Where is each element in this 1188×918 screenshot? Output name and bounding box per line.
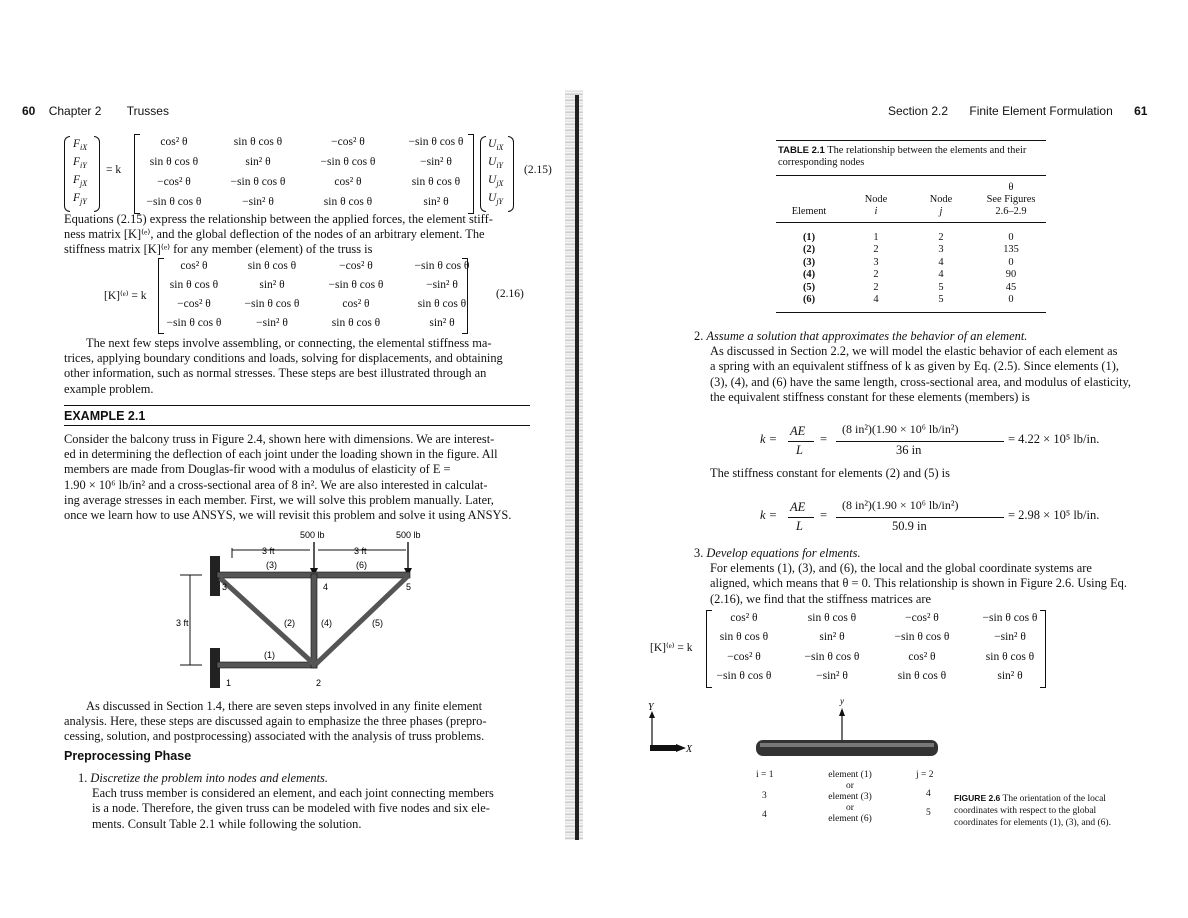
table-cell: 4 — [938, 256, 944, 268]
node-label-2: 2 — [316, 678, 322, 688]
load-label-1: 500 lb — [300, 530, 325, 540]
matrix-cell: −sin² θ — [426, 278, 458, 291]
matrix-cell: −sin θ cos θ — [716, 670, 772, 683]
step3-line1: For elements (1), (3), and (6), the local and the global coordinate systems are — [710, 561, 1092, 576]
table-header-j: j — [939, 206, 943, 217]
step1-title: Discretize the problem into nodes and elements. — [90, 771, 328, 785]
matrix-cell: −sin² θ — [256, 316, 288, 329]
example-line5: ing average stresses in each member. First, we will solve this problem manually. Later, — [64, 492, 494, 507]
table-header-node-j: Node — [929, 194, 953, 205]
table-caption-2: corresponding nodes — [778, 157, 865, 168]
step3-line2: aligned, which means that θ = 0. This relationship is shown in Figure 2.6. Using Eq. — [710, 576, 1127, 591]
para2-line3: other information, such as normal stresses. These steps are best illustrated through an — [64, 366, 487, 381]
table-header-element: Element — [791, 206, 827, 217]
stiffness-equation-2: k = AE L = (8 in²)(1.90 × 10⁶ lb/in²) 50.9 in = 2.98 × 10⁵ lb/in. — [760, 498, 1100, 533]
table-header-figs: 2.6–2.9 — [995, 206, 1027, 217]
matrix-cell: cos² θ — [730, 611, 758, 624]
matrix-cell: sin θ cos θ — [417, 297, 467, 310]
table-header-see-figures: See Figures — [986, 194, 1036, 205]
table-cell: (1) — [802, 232, 816, 243]
table-cell: 90 — [1005, 269, 1017, 281]
right-page-number: 61 — [1134, 104, 1148, 118]
load-label-2: 500 lb — [396, 530, 421, 540]
left-chapter: Chapter 2 — [48, 104, 102, 118]
table-cell: 135 — [1003, 244, 1019, 256]
step3-number: 3. — [694, 546, 704, 560]
fig26-i-label: i = 1 — [756, 770, 774, 780]
table-cell: 0 — [1008, 256, 1014, 268]
step1-line2: is a node. Therefore, the given truss can be modeled with five nodes and six ele- — [92, 801, 490, 816]
dim-label-2: 3 ft — [354, 546, 367, 556]
matrix-cell: sin θ cos θ — [323, 196, 373, 208]
example-line2: ed in determining the deflection of each joint under the loading shown in the figure. All — [64, 447, 498, 462]
step1-number: 1. — [78, 771, 88, 785]
step3-line3: (2.16), we find that the stiffness matrices are — [710, 591, 932, 606]
stiffness-matrix-equation: [K]⁽ᵉ⁾ = k cos² θ sin θ cos θ −cos² θ −sin θ cos θ sin θ cos θ sin² θ −sin θ cos θ −sin² θ −cos² θ −sin θ cos θ cos² θ sin θ cos θ −sin θ cos θ −sin² θ sin θ cos θ sin² θ — [650, 610, 1050, 688]
matrix-cell: cos² θ — [180, 259, 208, 272]
book-spine — [575, 95, 579, 840]
table-header-node-i: Node — [864, 194, 888, 205]
example-line3: members are made from Douglas-fir wood with a modulus of elasticity of E = — [64, 462, 451, 477]
table-cell: 0 — [1008, 232, 1014, 243]
matrix-cell: −sin θ cos θ — [414, 259, 470, 272]
table-cell: (4) — [802, 269, 816, 281]
table-cell: 4 — [873, 294, 879, 305]
table-cell: 2 — [873, 281, 879, 293]
fig26-element-6: element (6) — [828, 814, 872, 824]
matrix-cell: sin² θ — [819, 631, 845, 644]
step2-title: Assume a solution that approximates the behavior of an element. — [706, 329, 1028, 343]
matrix-cell: −cos² θ — [177, 297, 211, 310]
matrix-cell: sin θ cos θ — [807, 611, 857, 624]
matrix-cell: sin θ cos θ — [411, 176, 461, 188]
table-cell: 4 — [938, 269, 944, 281]
phase-heading: Preprocessing Phase — [64, 749, 192, 763]
element-label-6: (6) — [356, 560, 367, 570]
matrix-cell: sin² θ — [259, 278, 285, 291]
element-label-3: (3) — [266, 560, 277, 570]
para2-line4: example problem. — [64, 381, 154, 396]
dim-label-1: 3 ft — [262, 546, 275, 556]
matrix-cell: −cos² θ — [905, 611, 939, 624]
matrix-cell: −sin² θ — [420, 156, 452, 168]
equation-2-16: [K]⁽ᵉ⁾ = k cos² θ sin θ cos θ −cos² θ −sin θ cos θ sin θ cos θ sin² θ −sin θ cos θ −sin² θ −cos² θ −sin θ cos θ cos² θ sin θ cos θ −sin θ cos θ −sin² θ sin θ cos θ sin² θ (2.16) — [104, 258, 534, 334]
node-label-3: 3 — [222, 582, 228, 592]
step2-line3: (3), (4), and (6) have the same length, cross-sectional area, and modulus of elasticity, — [710, 374, 1132, 389]
matrix-cell: sin² θ — [245, 156, 271, 168]
table-header-theta: θ — [1008, 182, 1014, 193]
matrix-cell: sin² θ — [423, 196, 449, 208]
step2-line1: As discussed in Section 2.2, we will model the elastic behavior of each element as — [710, 344, 1118, 359]
k-text: The stiffness constant for elements (2) and (5) is — [710, 466, 950, 480]
table-label: TABLE 2.1 — [778, 145, 825, 156]
fig26-caption-2: coordinates with respect to the global — [954, 806, 1097, 816]
step1-line3: ments. Consult Table 2.1 while following the solution. — [92, 816, 362, 831]
table-cell: (3) — [802, 256, 816, 268]
matrix-cell: −sin θ cos θ — [982, 611, 1038, 624]
matrix-cell: −sin² θ — [994, 631, 1026, 644]
matrix-cell: sin θ cos θ — [897, 670, 947, 683]
matrix-cell: sin θ cos θ — [169, 278, 219, 291]
matrix-cell: −cos² θ — [339, 259, 373, 272]
para3-line3: cessing, solution, and postprocessing) associated with the analysis of truss problems. — [64, 729, 485, 744]
figure-2-6 — [640, 696, 950, 776]
fig26-j-val-1: 4 — [926, 789, 931, 799]
table-cell: 1 — [873, 232, 879, 243]
example-line4: 1.90 × 10⁶ lb/in² and a cross-sectional area of 8 in². We are also interested in calculat- — [64, 477, 488, 492]
matrix-cell: sin θ cos θ — [233, 136, 283, 148]
matrix-cell: −sin θ cos θ — [146, 196, 202, 208]
fig26-j-label: j = 2 — [916, 770, 934, 780]
element-label-5: (5) — [372, 618, 383, 628]
fig26-element-3: element (3) — [828, 792, 872, 802]
para2-line1: The next few steps involve assembling, or connecting, the elemental stiffness ma- — [86, 336, 492, 350]
matrix-cell: sin θ cos θ — [247, 259, 297, 272]
fig26-caption-3: coordinates for elements (1), (3), and (6). — [954, 818, 1111, 828]
table-2-1 — [776, 140, 1046, 315]
fig26-j-val-2: 5 — [926, 808, 931, 818]
table-cell: 5 — [938, 281, 944, 293]
matrix-cell: −sin θ cos θ — [894, 631, 950, 644]
matrix-cell: −sin θ cos θ — [328, 278, 384, 291]
matrix-cell: −cos² θ — [331, 136, 365, 148]
matrix-cell: cos² θ — [342, 297, 370, 310]
stiffness-equation-1: k = AE L = (8 in²)(1.90 × 10⁶ lb/in²) 36 in = 4.22 × 10⁵ lb/in. — [760, 422, 1100, 457]
right-section: Section 2.2 — [888, 104, 949, 118]
left-chapter-title: Trusses — [126, 104, 169, 118]
para1-line3: stiffness matrix [K]⁽ᵉ⁾ for any member (element) of the truss is — [64, 242, 373, 257]
table-caption-1: The relationship between the elements and their — [827, 145, 1027, 156]
matrix-cell: −sin θ cos θ — [166, 316, 222, 329]
example-line1: Consider the balcony truss in Figure 2.4, shown here with dimensions. We are interest- — [64, 432, 495, 446]
table-cell: (5) — [802, 281, 816, 293]
fig26-or-2: or — [846, 803, 854, 813]
matrix-cell: sin θ cos θ — [331, 316, 381, 329]
matrix-cell: sin θ cos θ — [985, 650, 1035, 663]
right-section-title: Finite Element Formulation — [969, 104, 1113, 118]
example-title: EXAMPLE 2.1 — [64, 409, 146, 423]
step2-line2: a spring with an equivalent stiffness of k as given by Eq. (2.5). Since elements (1), — [710, 359, 1119, 374]
step2-number: 2. — [694, 329, 704, 343]
fig26-element-1: element (1) — [828, 770, 872, 780]
table-cell: 5 — [938, 294, 944, 305]
matrix-cell: sin² θ — [997, 670, 1023, 683]
node-label-1: 1 — [226, 678, 232, 688]
book-gutter — [565, 90, 583, 840]
fig26-caption-1: The orientation of the local — [1002, 794, 1106, 804]
matrix-cell: −cos² θ — [157, 176, 191, 188]
element-label-4: (4) — [321, 618, 332, 628]
matrix-cell: −sin θ cos θ — [244, 297, 300, 310]
matrix-cell: −sin θ cos θ — [320, 156, 376, 168]
fig26-caption-label: FIGURE 2.6 — [954, 793, 1001, 803]
table-header-i: i — [874, 206, 878, 217]
para2-line2: trices, applying boundary conditions and loads, solving for displacements, and obtaining — [64, 351, 503, 366]
step3-title: Develop equations for elments. — [706, 546, 861, 560]
matrix-cell: −sin θ cos θ — [408, 136, 464, 148]
table-cell: 0 — [1008, 294, 1014, 305]
axis-y-local-label: y — [840, 696, 844, 706]
matrix-cell: −sin² θ — [816, 670, 848, 683]
fig26-i-val-1: 3 — [762, 791, 767, 801]
matrix-cell: −cos² θ — [727, 650, 761, 663]
matrix-cell: sin² θ — [429, 316, 455, 329]
matrix-cell: −sin θ cos θ — [804, 650, 860, 663]
matrix-cell: cos² θ — [160, 136, 188, 148]
table-cell: (6) — [802, 294, 816, 305]
example-line6: once we learn how to use ANSYS, we will revisit this problem and solve it using ANSYS. — [64, 508, 512, 523]
table-cell: (2) — [802, 244, 816, 256]
para3-line2: analysis. Here, these steps are discussed again to emphasize the three phases (prepro- — [64, 714, 487, 729]
table-cell: 2 — [873, 269, 879, 281]
fig26-i-val-2: 4 — [762, 810, 767, 820]
matrix-cell: sin θ cos θ — [149, 156, 199, 168]
para3-line1: As discussed in Section 1.4, there are seven steps involved in any finite element — [86, 699, 483, 713]
node-label-5: 5 — [406, 582, 412, 592]
para1-line1: Equations (2.15) express the relationship between the applied forces, the element stiff- — [64, 212, 493, 226]
node-label-4: 4 — [323, 582, 329, 592]
step1-line1: Each truss member is considered an element, and each joint connecting members — [92, 786, 494, 801]
step2-line4: the equivalent stiffness constant for these elements (members) is — [710, 389, 1030, 404]
axis-Y-label: Y — [648, 702, 654, 713]
element-label-1: (1) — [264, 650, 275, 660]
element-label-2: (2) — [284, 618, 295, 628]
table-cell: 45 — [1005, 281, 1017, 293]
para1-line2: ness matrix [K]⁽ᵉ⁾, and the global deflection of the nodes of an arbitrary element. The — [64, 227, 485, 242]
matrix-cell: −sin² θ — [242, 196, 274, 208]
table-cell: 2 — [873, 244, 879, 256]
equation-2-15: $F_{iX}$ $F_{iY}$ $F_{jX}$ $F_{jY}$ = k cos² θ sin θ cos θ −cos² θ −sin θ cos θ sin θ cos θ sin² θ −sin θ cos θ −sin² θ −cos² θ −sin θ cos θ cos² θ sin θ cos θ −sin θ cos θ −sin² θ sin θ cos θ sin² θ $U_{iX}$ $U_{iY}$ $U_{jX}$ $U_{jY}$ (2.15) — [64, 134, 544, 214]
matrix-cell: cos² θ — [908, 650, 936, 663]
fig26-or-1: or — [846, 781, 854, 791]
truss-figure — [160, 526, 460, 696]
dim-label-3: 3 ft — [176, 618, 189, 628]
table-cell: 2 — [938, 232, 944, 243]
axis-X-label: X — [686, 744, 693, 755]
matrix-cell: −sin θ cos θ — [230, 176, 286, 188]
left-page-number: 60 — [22, 104, 36, 118]
matrix-cell: sin θ cos θ — [719, 631, 769, 644]
table-cell: 3 — [873, 256, 879, 268]
table-cell: 3 — [938, 244, 944, 256]
matrix-cell: cos² θ — [334, 176, 362, 188]
